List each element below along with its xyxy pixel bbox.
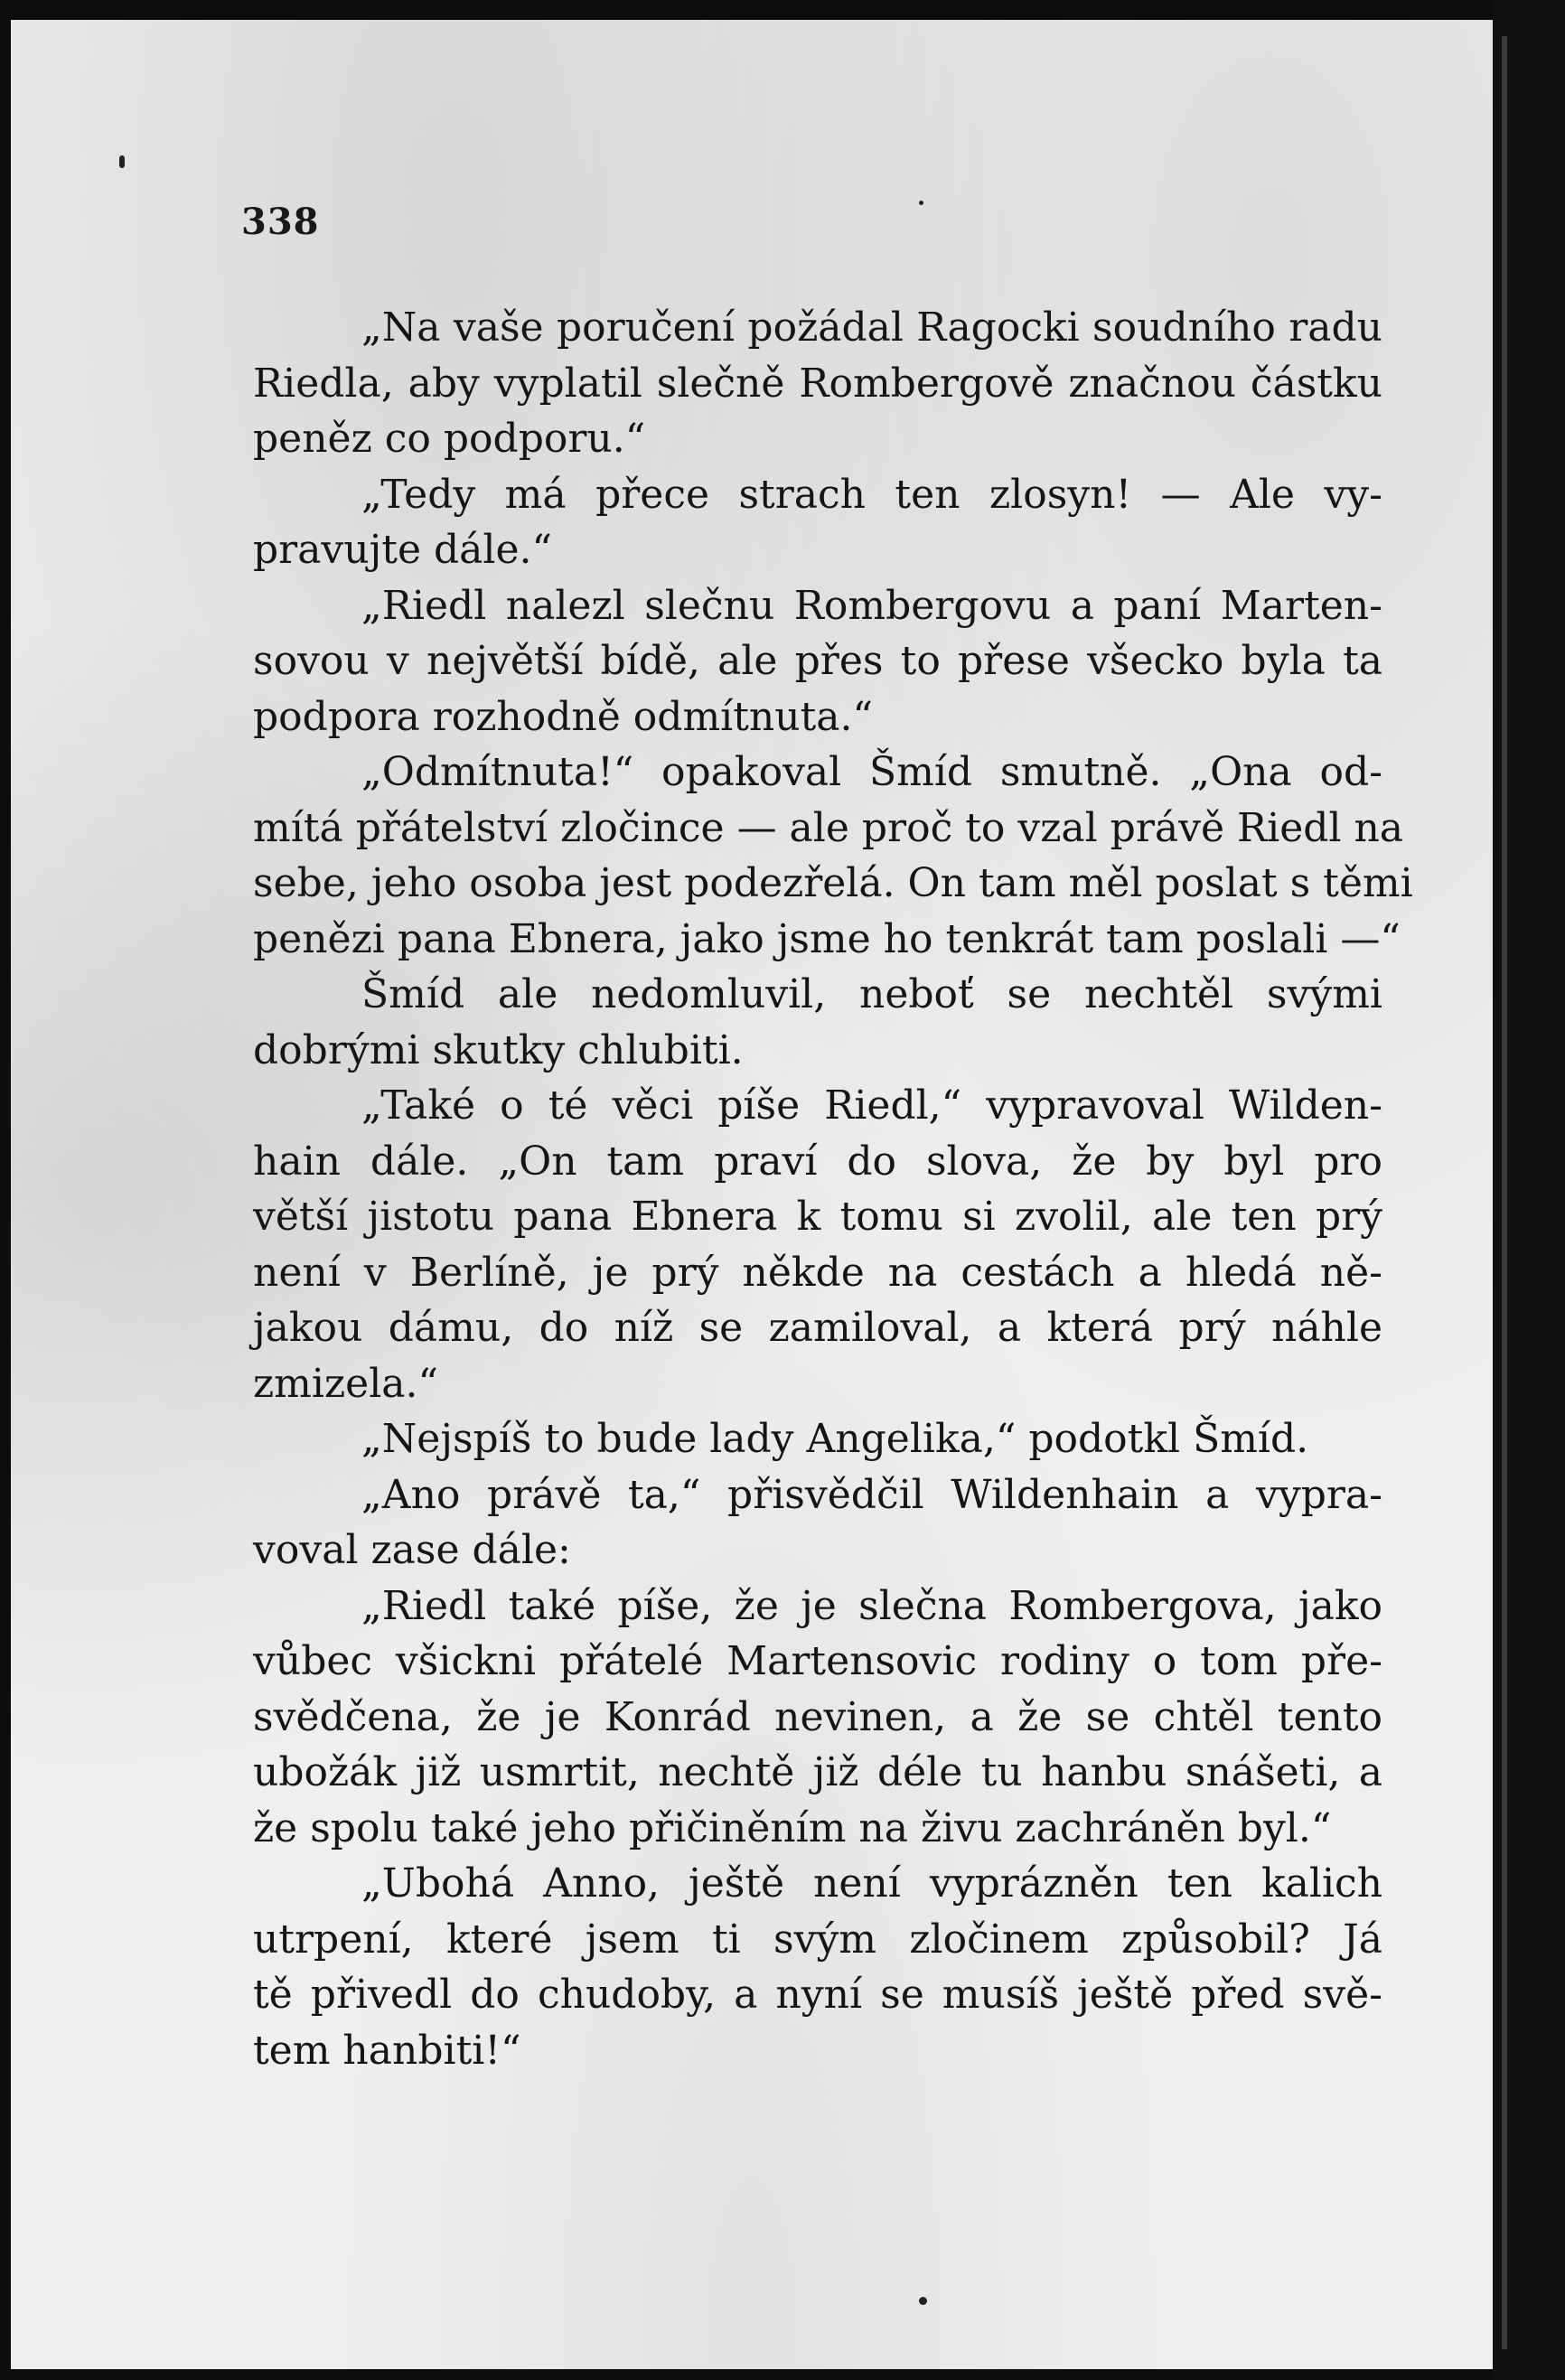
text-line: není v Berlíně, je prý někde na cestách a hledá ně-: [253, 1249, 1382, 1296]
text-line: sebe, jeho osoba jest podezřelá. On tam měl poslat s těmi: [253, 860, 1413, 906]
text-line: vůbec všickni přátelé Martensovic rodiny o tom pře-: [253, 1638, 1382, 1684]
text-line: „Riedl také píše, že je slečna Rombergova, jako: [361, 1582, 1382, 1629]
text-line: Riedla, aby vyplatil slečně Rombergově značnou částku: [253, 360, 1382, 407]
text-line: tem hanbiti!“: [253, 2027, 521, 2074]
text-line: peněz co podporu.“: [253, 416, 646, 462]
book-edge: [1493, 0, 1565, 2380]
print-speck: [119, 155, 125, 168]
text-line: „Odmítnuta!“ opakoval Šmíd smutně. „Ona od-: [361, 749, 1382, 795]
text-line: penězi pana Ebnera, jako jsme ho tenkrát tam poslali —“: [253, 915, 1401, 962]
text-line: ubožák již usmrtit, nechtě již déle tu hanbu snášeti, a: [253, 1749, 1382, 1795]
text-line: „Tedy má přece strach ten zlosyn! — Ale vy-: [361, 471, 1382, 518]
text-line: „Ano právě ta,“ přisvědčil Wildenhain a vypra-: [361, 1471, 1382, 1518]
text-line: tě přivedl do chudoby, a nyní se musíš ještě před svě-: [253, 1972, 1382, 2018]
text-line: větší jistotu pana Ebnera k tomu si zvolil, ale ten prý: [253, 1194, 1382, 1240]
text-line: Šmíd ale nedomluvil, neboť se nechtěl svými: [361, 971, 1382, 1017]
text-line: podpora rozhodně odmítnuta.“: [253, 693, 873, 740]
text-line: svědčena, že je Konrád nevinen, a že se chtěl tento: [253, 1693, 1382, 1740]
text-line: „Na vaše poručení požádal Ragocki soudního radu: [361, 305, 1382, 351]
page-number: 338: [241, 201, 320, 243]
text-line: sovou v největší bídě, ale přes to přese všecko byla ta: [253, 638, 1382, 684]
text-line: dobrými skutky chlubiti.: [253, 1026, 744, 1073]
text-line: že spolu také jeho přičiněním na živu zachráněn byl.“: [253, 1804, 1332, 1851]
text-line: utrpení, které jsem ti svým zločinem způsobil? Já: [253, 1916, 1382, 1963]
text-line: zmizela.“: [253, 1360, 438, 1407]
book-page: [11, 20, 1493, 2369]
text-line: „Ubohá Anno, ještě není vyprázněn ten kalich: [361, 1860, 1382, 1907]
text-line: jakou dámu, do níž se zamiloval, a která prý náhle: [253, 1305, 1382, 1351]
print-speck: [919, 201, 923, 205]
text-line: mítá přátelství zločince — ale proč to vzal právě Riedl na: [253, 804, 1404, 851]
page-edge-strip: [1502, 36, 1507, 2349]
body-text: [253, 300, 1413, 2078]
text-line: pravujte dále.“: [253, 527, 552, 573]
text-line: „Také o té věci píše Riedl,“ vypravoval Wilden-: [361, 1082, 1382, 1129]
text-line: voval zase dále:: [253, 1527, 571, 1573]
text-line: „Nejspíš to bude lady Angelika,“ podotkl Šmíd.: [361, 1416, 1309, 1462]
text-line: hain dále. „On tam praví do slova, že by byl pro: [253, 1138, 1382, 1185]
print-speck: [919, 2297, 927, 2305]
text-line: „Riedl nalezl slečnu Rombergovu a paní Marten-: [361, 582, 1382, 629]
